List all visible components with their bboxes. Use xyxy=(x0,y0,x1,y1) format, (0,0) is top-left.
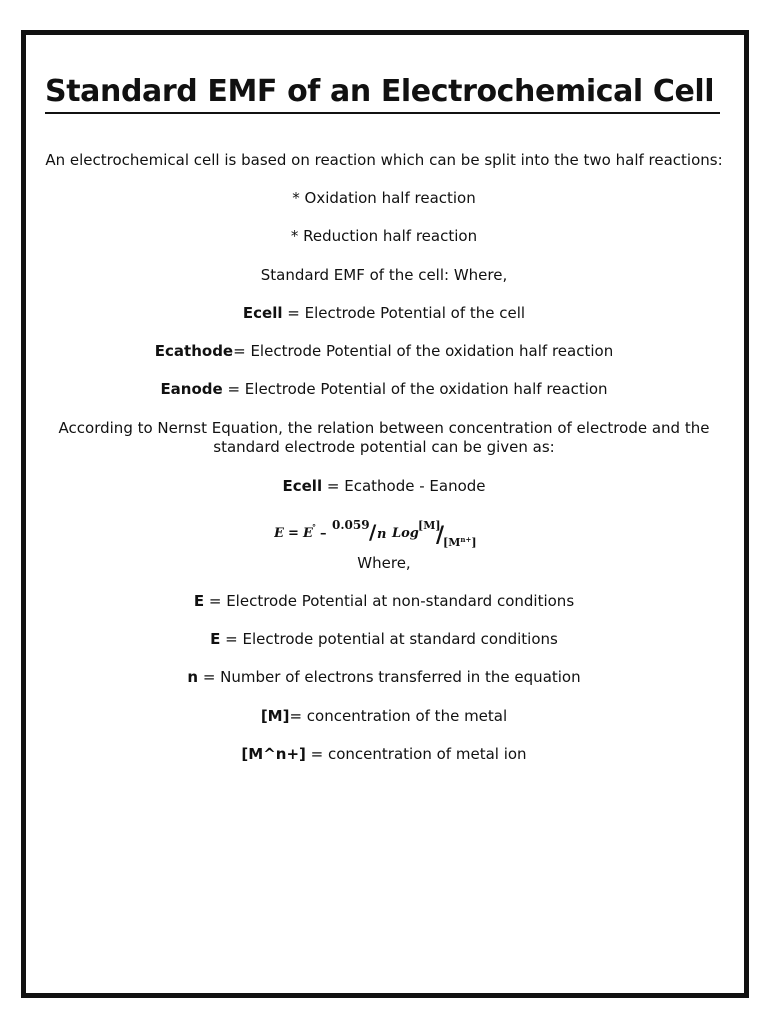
formula-metal-ion xyxy=(443,535,477,549)
formula-coefficient: 0.059 xyxy=(332,518,370,532)
definition-e-standard xyxy=(24,630,744,649)
formula-slash-2: / xyxy=(436,522,445,548)
formula-metal-ion-close: ] xyxy=(471,536,477,549)
definition-text: = Electrode potential at standard conditions xyxy=(220,630,558,648)
definition-eanode xyxy=(24,380,744,399)
emf-heading: Standard EMF of the cell: Where, xyxy=(260,266,508,284)
formula-n: n xyxy=(377,527,387,542)
definition-term: Ecathode xyxy=(154,342,234,360)
definition-text: = Electrode Potential of the cell xyxy=(282,304,526,322)
formula-log: Log xyxy=(392,526,419,541)
definition-term: E xyxy=(193,592,205,610)
equation-term: Ecell xyxy=(282,477,323,495)
ecell-equation xyxy=(24,477,744,496)
formula-minus: – xyxy=(320,526,327,541)
definition-ecell xyxy=(24,304,744,323)
formula-metal: [M] xyxy=(418,519,441,532)
formula-degree: ° xyxy=(312,522,316,532)
definition-term: [M] xyxy=(260,707,290,725)
formula-metal-ion-charge: n+ xyxy=(460,535,472,544)
where-label: Where, xyxy=(357,554,411,572)
definition-term: [M^n+] xyxy=(241,745,306,763)
nernst-intro xyxy=(24,419,744,457)
page-title: Standard EMF of an Electrochemical Cell xyxy=(45,72,720,114)
definition-text: = concentration of the metal xyxy=(289,707,508,725)
definition-text: = Number of electrons transferred in the equation xyxy=(198,668,581,686)
definition-term: Ecell xyxy=(242,304,283,322)
definition-text: = concentration of metal ion xyxy=(305,745,527,763)
definition-term: Eanode xyxy=(160,380,223,398)
nernst-formula-graphic xyxy=(274,514,494,554)
bullet-oxidation: * Oxidation half reaction xyxy=(292,189,476,207)
definition-metal-ion xyxy=(24,745,744,764)
formula-e0: E xyxy=(303,526,313,541)
definition-ecathode xyxy=(24,342,744,361)
formula-slash-1: / xyxy=(369,520,377,544)
definition-text: = Electrode Potential of the oxidation half reaction xyxy=(222,380,608,398)
formula-equals: = xyxy=(288,526,299,541)
nernst-intro-line1: According to Nernst Equation, the relation between concentration of electrode and the xyxy=(58,419,710,437)
nernst-intro-line2: standard electrode potential can be given as: xyxy=(213,438,555,456)
formula-e: E xyxy=(274,526,284,541)
definition-e-nonstandard xyxy=(24,592,744,611)
definition-n xyxy=(24,668,744,687)
definition-term: n xyxy=(187,668,199,686)
formula-metal-ion-base: [M xyxy=(443,536,461,549)
definition-text: = Electrode Potential of the oxidation half reaction xyxy=(233,342,614,360)
intro-text: An electrochemical cell is based on reaction which can be split into the two half reactions: xyxy=(45,151,723,169)
bullet-reduction: * Reduction half reaction xyxy=(290,227,478,245)
nernst-formula xyxy=(24,514,744,554)
definition-term: E xyxy=(210,630,221,648)
equation-text: = Ecathode - Eanode xyxy=(322,477,486,495)
definition-text: = Electrode Potential at non-standard conditions xyxy=(204,592,575,610)
definition-metal xyxy=(24,707,744,726)
